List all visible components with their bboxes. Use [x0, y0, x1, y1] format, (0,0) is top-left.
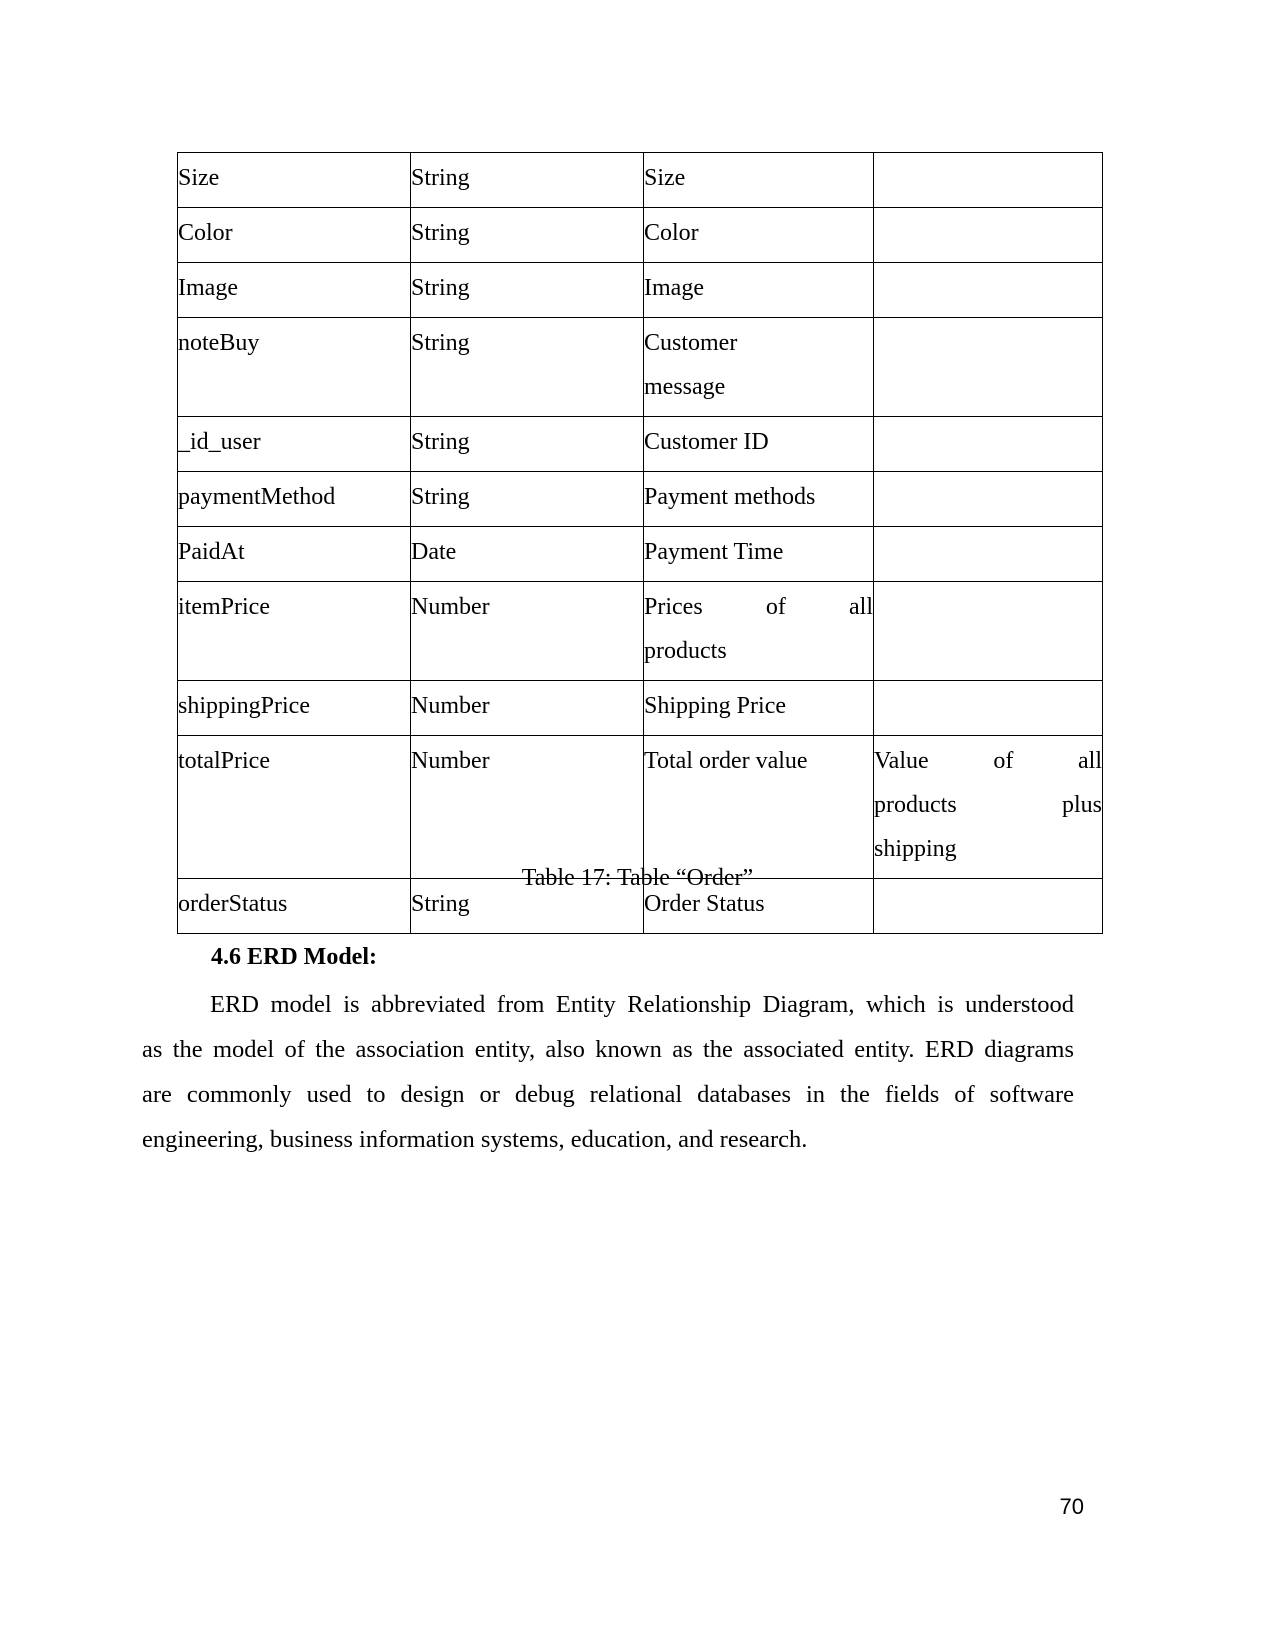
table-row	[178, 263, 1103, 318]
section-heading: 4.6 ERD Model:	[211, 944, 377, 970]
cell-description: Shipping Price	[644, 681, 874, 736]
page-number: 70	[1059, 1494, 1084, 1519]
cell-line: Value of all	[874, 748, 1102, 774]
cell-line: shipping	[874, 836, 957, 862]
cell-note	[874, 527, 1103, 582]
cell-note	[874, 263, 1103, 318]
cell-field: _id_user	[178, 417, 411, 472]
table-row	[178, 582, 1103, 681]
cell-description	[644, 582, 874, 681]
cell-field: Size	[178, 153, 411, 208]
section-paragraph	[142, 982, 1074, 1162]
cell-type: String	[411, 318, 644, 417]
cell-field: orderStatus	[178, 879, 411, 934]
cell-description	[644, 318, 874, 417]
cell-type: Date	[411, 527, 644, 582]
table-row	[178, 736, 1103, 879]
cell-field: Image	[178, 263, 411, 318]
table-row	[178, 153, 1103, 208]
cell-type: String	[411, 417, 644, 472]
cell-description: Payment Time	[644, 527, 874, 582]
cell-type: String	[411, 263, 644, 318]
cell-type: Number	[411, 582, 644, 681]
cell-description: Image	[644, 263, 874, 318]
table-row	[178, 472, 1103, 527]
cell-description: Order Status	[644, 879, 874, 934]
paragraph-line: are commonly used to design or debug relational databases in the fields of software	[142, 1081, 1074, 1108]
table-row	[178, 318, 1103, 417]
cell-note	[874, 318, 1103, 417]
cell-note	[874, 472, 1103, 527]
cell-type: String	[411, 153, 644, 208]
order-table-container	[177, 152, 1102, 934]
cell-field: shippingPrice	[178, 681, 411, 736]
order-fields-table	[177, 152, 1103, 934]
cell-note	[874, 153, 1103, 208]
cell-line: Customer	[644, 330, 738, 356]
cell-line: products	[644, 638, 727, 664]
paragraph-line: as the model of the association entity, also known as the associated entity. ERD diagrams	[142, 1036, 1074, 1063]
cell-type: Number	[411, 736, 644, 879]
table-row	[178, 208, 1103, 263]
cell-field: Color	[178, 208, 411, 263]
cell-field: paymentMethod	[178, 472, 411, 527]
cell-type: String	[411, 879, 644, 934]
cell-note	[874, 417, 1103, 472]
cell-note	[874, 681, 1103, 736]
table-row	[178, 417, 1103, 472]
cell-type: Number	[411, 681, 644, 736]
table-row	[178, 681, 1103, 736]
cell-note	[874, 582, 1103, 681]
cell-note	[874, 208, 1103, 263]
cell-field: itemPrice	[178, 582, 411, 681]
paragraph-line: ERD model is abbreviated from Entity Relationship Diagram, which is understood	[210, 991, 1074, 1018]
cell-note	[874, 736, 1103, 879]
table-row	[178, 527, 1103, 582]
paragraph-line: engineering, business information systems, education, and research.	[142, 1126, 808, 1153]
cell-type: String	[411, 208, 644, 263]
cell-description: Payment methods	[644, 472, 874, 527]
cell-line: Prices of all	[644, 594, 873, 620]
cell-line: products plus	[874, 792, 1102, 818]
cell-type: String	[411, 472, 644, 527]
cell-description: Color	[644, 208, 874, 263]
table-caption: Table 17: Table “Order”	[521, 865, 754, 891]
cell-field: totalPrice	[178, 736, 411, 879]
cell-description: Size	[644, 153, 874, 208]
cell-description: Total order value	[644, 736, 874, 879]
cell-line: message	[644, 374, 726, 400]
cell-field: PaidAt	[178, 527, 411, 582]
cell-field: noteBuy	[178, 318, 411, 417]
cell-description: Customer ID	[644, 417, 874, 472]
